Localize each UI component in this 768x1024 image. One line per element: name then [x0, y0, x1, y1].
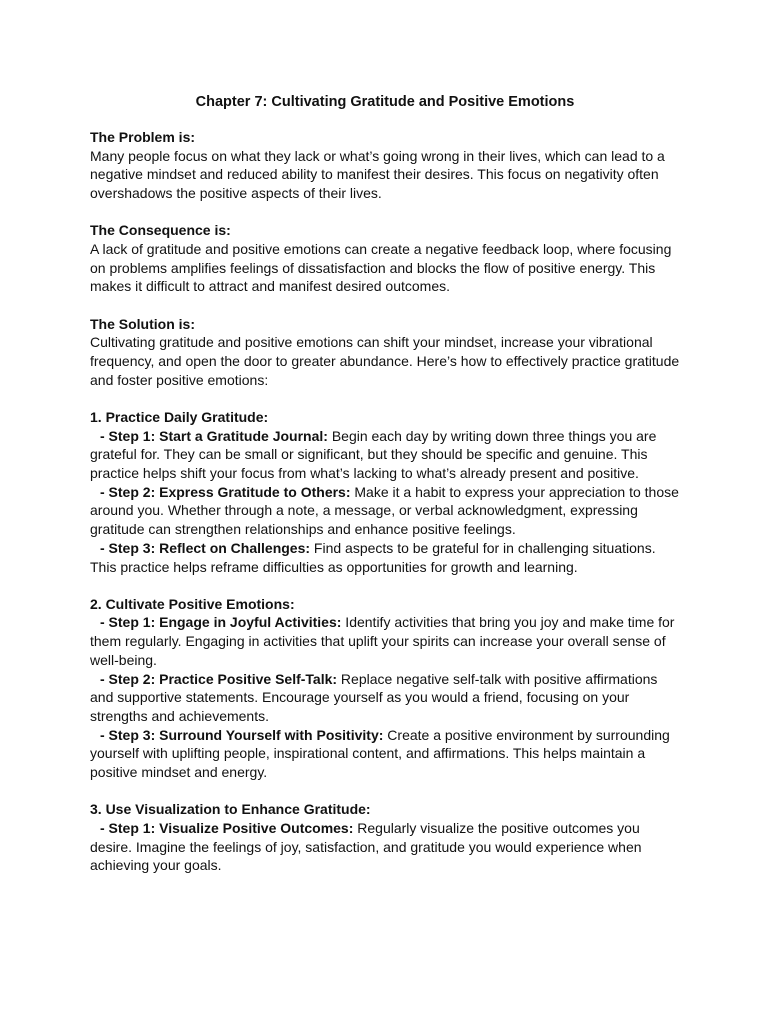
problem-section: [90, 128, 680, 203]
step-text: Find aspects to be grateful for in challenging situations. This practice helps reframe difficulties as opportunities for growth and learning.: [90, 539, 656, 575]
step-label: - Step 3: Surround Yourself with Positivity:: [100, 726, 384, 743]
practice-section-1: [90, 408, 680, 576]
practice-step: [90, 819, 680, 875]
step-label: - Step 2: Express Gratitude to Others:: [100, 483, 351, 500]
practice-step: [90, 726, 680, 782]
practice-section-3: [90, 800, 680, 875]
consequence-section: [90, 221, 680, 296]
document-page: [90, 93, 680, 894]
practice-step: [90, 539, 680, 576]
solution-section: [90, 315, 680, 390]
practice-step: [90, 670, 680, 726]
step-text: Identify activities that bring you joy and make time for them regularly. Engaging in activities that uplift your spirits can increase your overall sense of well-being.: [90, 614, 675, 668]
consequence-text: A lack of gratitude and positive emotions can create a negative feedback loop, where focusing on problems amplifies feelings of dissatisfaction and blocks the flow of positive energy. This makes it difficult to attract and manifest desired outcomes.: [90, 241, 672, 295]
step-text: Make it a habit to express your appreciation to those around you. Whether through a note, a message, or verbal acknowledgment, expressing gratitude can strengthen relationships and enhance positive feelings.: [90, 483, 679, 538]
step-label: - Step 1: Start a Gratitude Journal:: [100, 427, 328, 444]
practice-heading: 2. Cultivate Positive Emotions:: [90, 595, 295, 612]
solution-text: Cultivating gratitude and positive emotions can shift your mindset, increase your vibrational frequency, and open the door to greater abundance. Here’s how to effectively practice gratitude and foster positive emotions:: [90, 334, 680, 388]
practice-step: [90, 427, 680, 483]
practice-heading: 1. Practice Daily Gratitude:: [90, 408, 269, 425]
step-label: - Step 3: Reflect on Challenges:: [100, 539, 311, 556]
step-label: - Step 2: Practice Positive Self-Talk:: [100, 670, 338, 687]
step-text: Replace negative self-talk with positive affirmations and supportive statements. Encourage yourself as you would a friend, focusing on your strengths and achievements.: [90, 670, 658, 724]
practice-step: [90, 483, 680, 539]
problem-heading: The Problem is:: [90, 129, 196, 145]
chapter-title: Chapter 7: Cultivating Gratitude and Positive Emotions: [195, 94, 575, 110]
solution-heading: The Solution is:: [90, 315, 195, 332]
step-label: - Step 1: Visualize Positive Outcomes:: [100, 820, 354, 836]
practice-heading: 3. Use Visualization to Enhance Gratitude:: [90, 801, 371, 818]
consequence-heading: The Consequence is:: [90, 222, 231, 239]
step-label: - Step 1: Engage in Joyful Activities:: [100, 614, 342, 631]
practice-step: [90, 613, 680, 669]
practice-section-2: [90, 595, 680, 782]
problem-text: Many people focus on what they lack or what’s going wrong in their lives, which can lead to a negative mindset and reduced ability to manifest their desires. This focus on negativity often overshadows the positive aspects of their lives.: [90, 147, 665, 202]
step-text: Create a positive environment by surrounding yourself with uplifting people, inspirational content, and affirmations. This helps maintain a positive mindset and energy.: [90, 726, 670, 781]
step-text: Regularly visualize the positive outcomes you desire. Imagine the feelings of joy, satisfaction, and gratitude you would experience when achieving your goals.: [90, 820, 642, 874]
step-text: Begin each day by writing down three things you are grateful for. They can be small or significant, but they should be specific and genuine. This practice helps shift your focus from what’s lacking to what’s already present and positive.: [90, 427, 657, 482]
